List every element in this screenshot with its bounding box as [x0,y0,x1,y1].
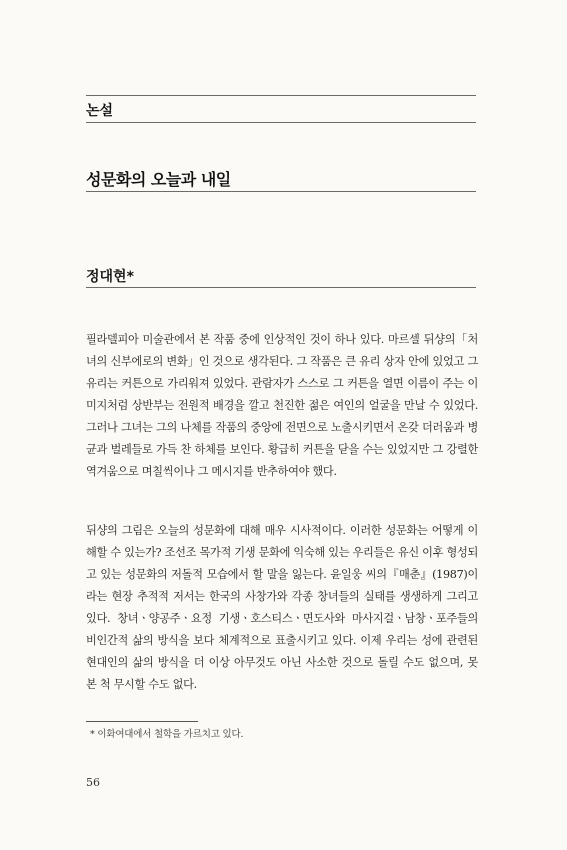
section-rule [86,122,476,123]
author-rule [86,287,476,288]
author-name: 정대현* [86,269,134,285]
body-paragraph-2: 뒤샹의 그림은 오늘의 성문화에 대해 매우 시사적이다. 이러한 성문화는 어떻게 이해할 수 있는가? 조선조 목가적 기생 문화에 익숙해 있는 우리들은 유신 이후 형성되고 있는 성문화의 저돌적 모습에서 할 말을 잃는다. 윤일웅 씨의『매춘』(1987)이라는 현장 추적적 저서는 한국의 사창가와 각종 창녀들의 실태를 생생하게 그리고 있다. 창녀ㆍ양공주ㆍ요정 기생ㆍ호스티스ㆍ면도사와 마사지걸ㆍ남창ㆍ포주들의 비인간적 삶의 방식을 보다 체계적으로 표출시키고 있다. 이제 우리는 성에 관련된 현대인의 삶의 방식을 더 이상 아무것도 아닌 사소한 것으로 돌릴 수도 없으며, 못 본 척 무시할 수도 없다. [86,524,478,691]
top-rule [86,95,476,96]
footnote: * 이화여대에서 철학을 가르치고 있다. [90,729,244,740]
footnote-divider [86,721,198,722]
body-paragraph-1: 필라델피아 미술관에서 본 작품 중에 인상적인 것이 하나 있다. 마르셀 뒤샹의「처녀의 신부에로의 변화」인 것으로 생각된다. 그 작품은 큰 유리 상자 안에 있었고 그 유리는 커튼으로 가리워져 있었다. 관람자가 스스로 그 커튼을 열면 이름이 주는 이미지처럼 상반부는 전원적 배경을 깔고 천진한 젊은 여인의 얼굴을 만날 수 있었다. 그러나 그녀는 그의 나체를 작품의 중앙에 전면으로 노출시키면서 온갖 더러움과 병균과 벌레들로 가득 찬 하체를 보인다. 황급히 커튼을 닫을 수는 있었지만 그 강렬한 역겨움으로 며칠씩이나 그 메시지를 반추하여야 했다. [86,333,478,478]
article-title: 성문화의 오늘과 내일 [86,170,231,189]
page-number: 56 [86,776,100,789]
section-label: 논설 [86,103,114,119]
title-rule [86,191,476,192]
